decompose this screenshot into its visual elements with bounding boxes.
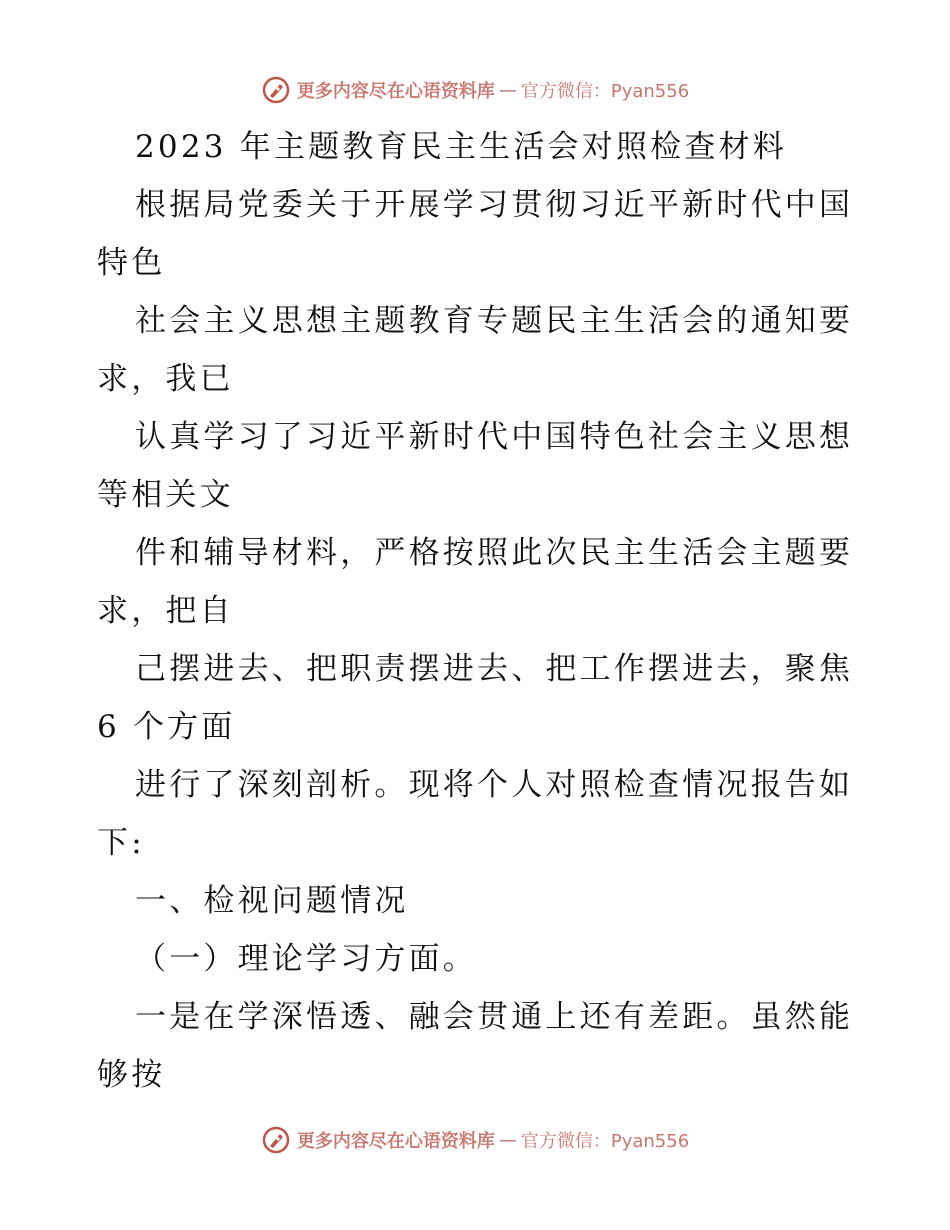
paragraph-line: 己摆进去、把职责摆进去、把工作摆进去，聚焦 (135, 651, 854, 687)
header-watermark (0, 70, 950, 110)
document-title: 2023 年主题教育民主生活会对照检查材料 (135, 129, 787, 165)
paragraph-line: 一是在学深悟透、融会贯通上还有差距。虽然能 (135, 999, 854, 1035)
paragraph-line: 认真学习了习近平新时代中国特色社会主义思想 (135, 419, 854, 455)
paragraph-line: 等相关文 (97, 477, 234, 513)
watermark-separator: — (498, 79, 517, 101)
pen-nib-circle-icon (261, 1125, 291, 1155)
paragraph-line: 6 个方面 (97, 709, 236, 745)
paragraph-line: 特色 (97, 245, 166, 281)
paragraph-line: 社会主义思想主题教育专题民主生活会的通知要 (135, 303, 854, 339)
watermark-contact: 官方微信：Pyan556 (520, 81, 690, 102)
paragraph-line: 进行了深刻剖析。现将个人对照检查情况报告如 (135, 767, 854, 803)
watermark-text: 更多内容尽在心语资料库 (296, 1131, 495, 1152)
paragraph-line: 够按 (97, 1057, 166, 1093)
paragraph-line: 根据局党委关于开展学习贯彻习近平新时代中国 (135, 187, 854, 223)
paragraph-line: 件和辅导材料，严格按照此次民主生活会主题要 (135, 535, 854, 571)
paragraph-line: 下: (97, 825, 145, 861)
pen-nib-circle-icon (261, 75, 291, 105)
watermark-text: 更多内容尽在心语资料库 (296, 81, 495, 102)
paragraph-line: 求，我已 (97, 361, 234, 397)
watermark-separator: — (498, 1129, 517, 1151)
watermark-contact: 官方微信：Pyan556 (520, 1131, 690, 1152)
footer-watermark (0, 1120, 950, 1160)
document-body (97, 118, 857, 1104)
paragraph-line: 求，把自 (97, 593, 234, 629)
section-heading: 一、检视问题情况 (135, 883, 409, 919)
subsection-heading: （一）理论学习方面。 (135, 941, 477, 977)
